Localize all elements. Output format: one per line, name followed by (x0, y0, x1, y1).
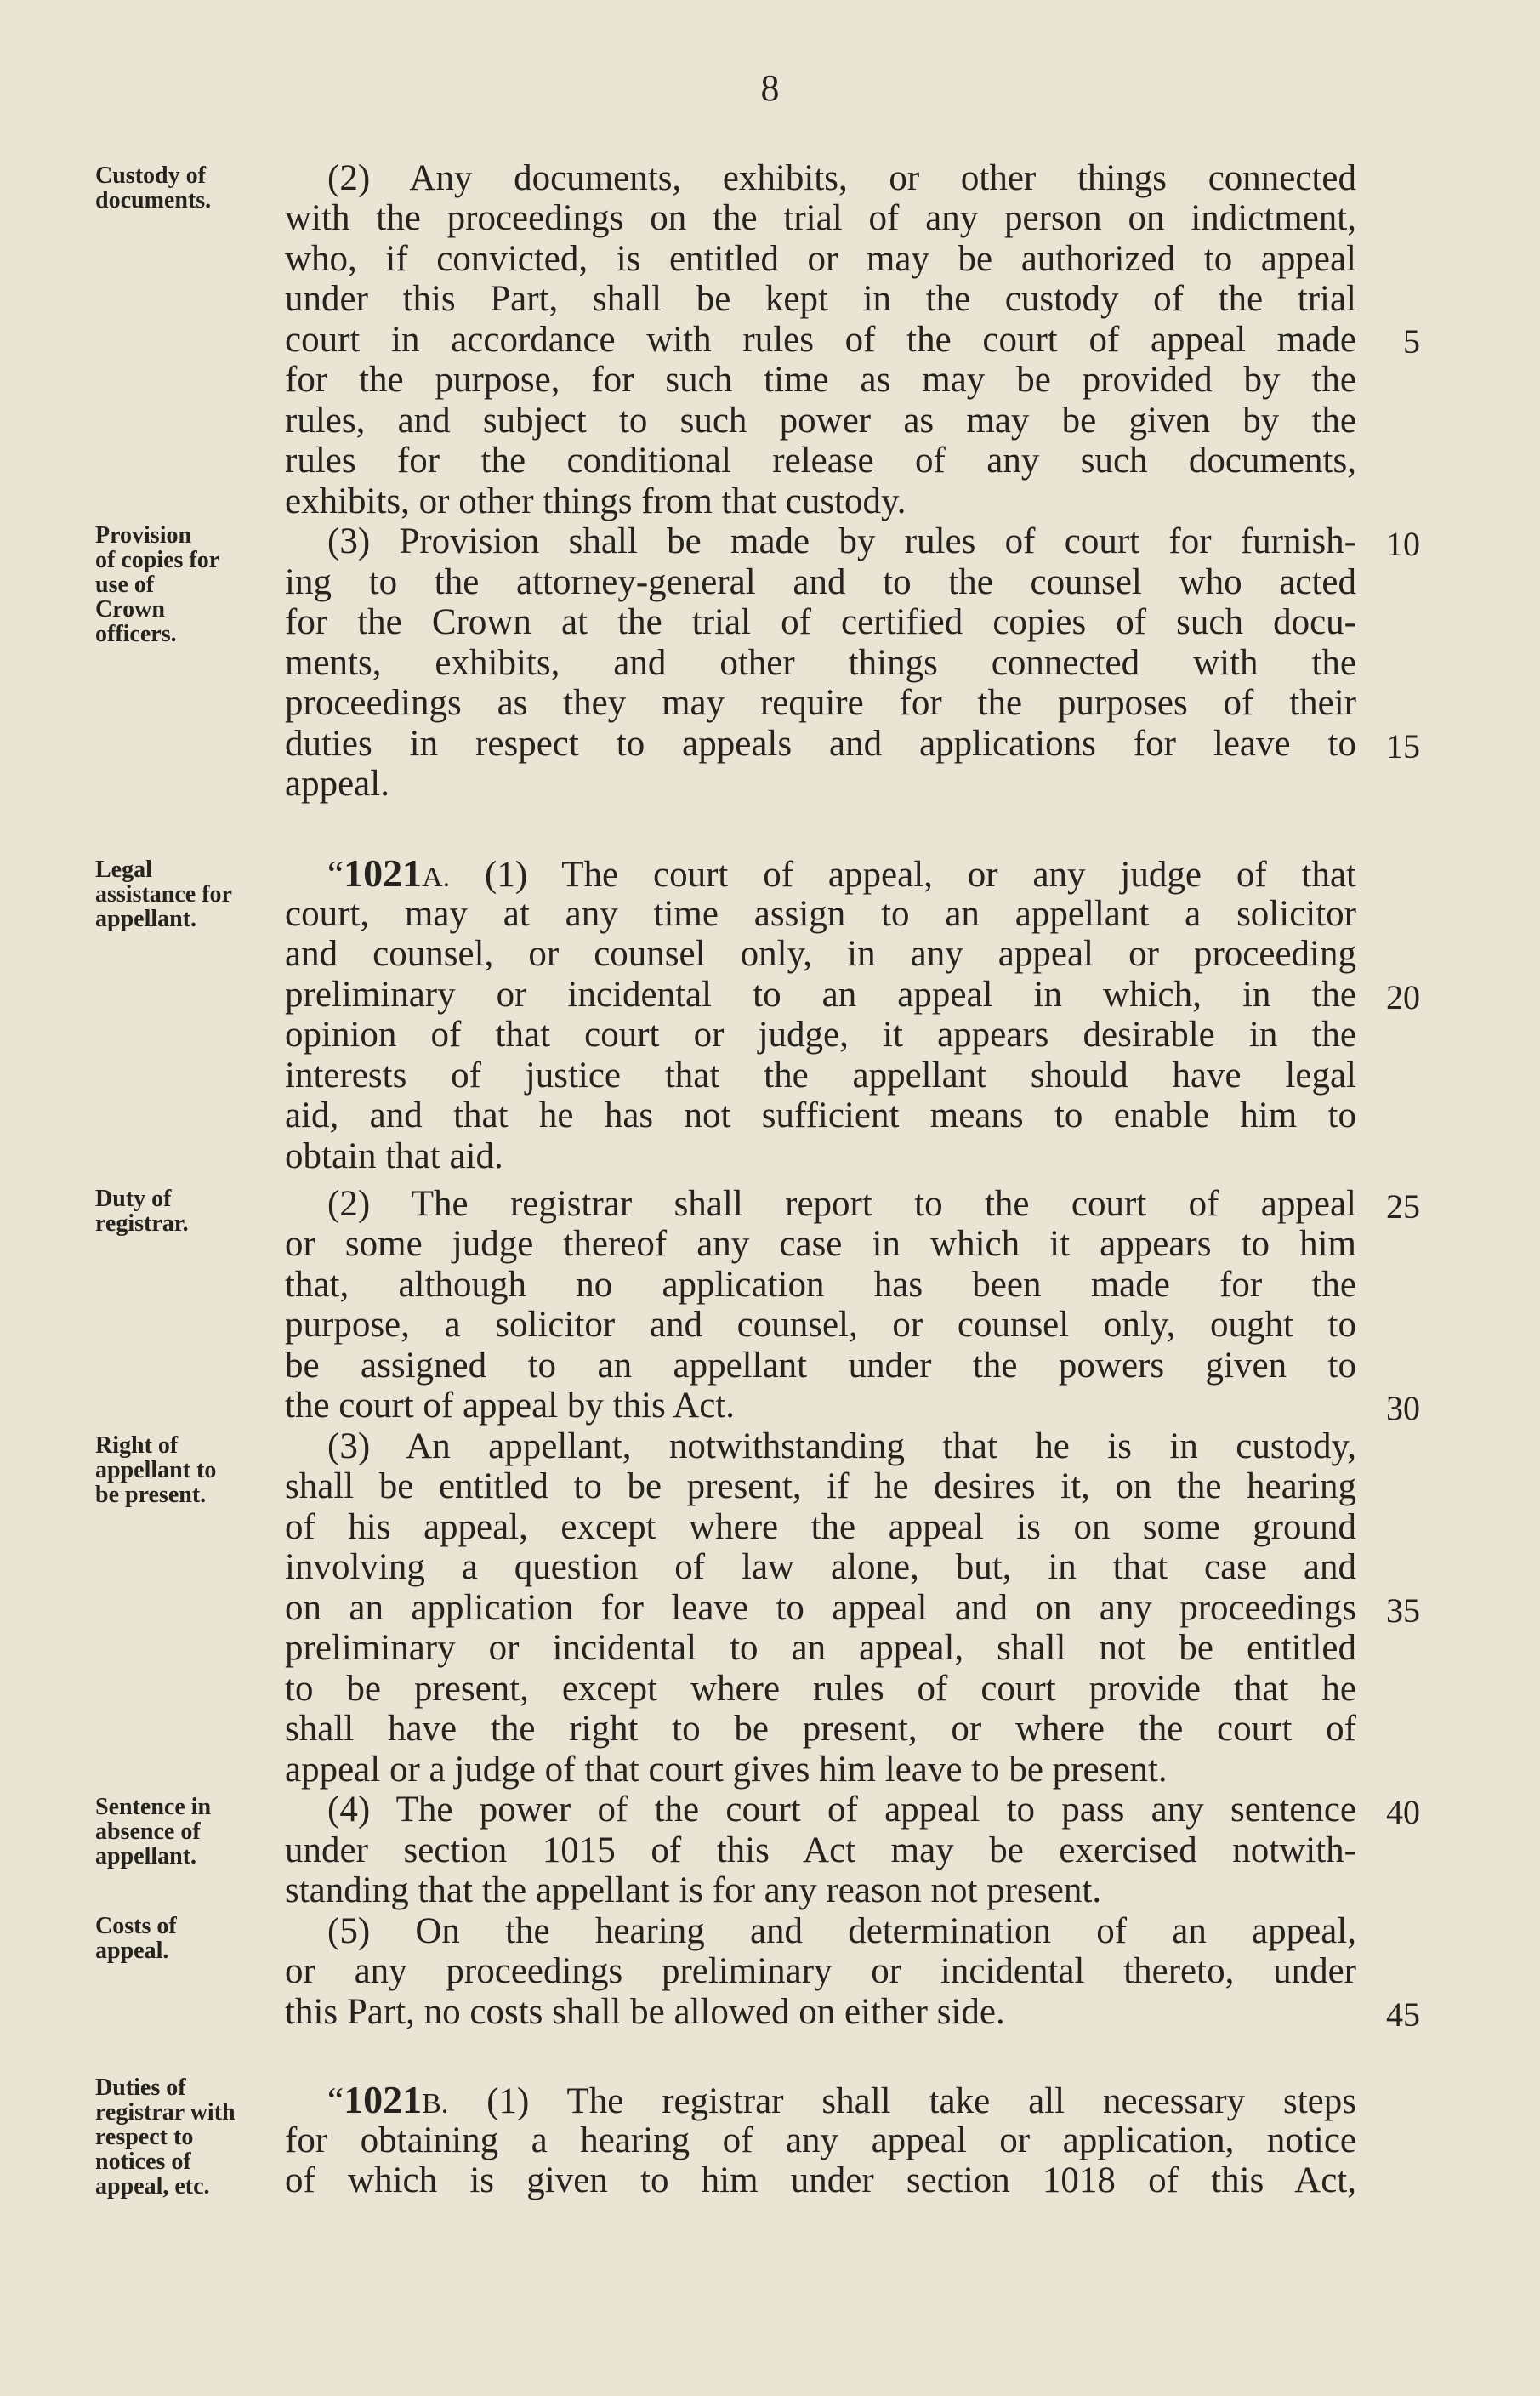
text-line: (3) An appellant, notwithstanding that he is in custody, (327, 1426, 1356, 1466)
text-line: court, may at any time assign to an appellant a solicitor (285, 894, 1356, 934)
text-line: obtain that aid. (285, 1136, 503, 1176)
text-line: opinion of that court or judge, it appears desirable in the (285, 1015, 1356, 1055)
text-line: of his appeal, except where the appeal is on some ground (285, 1507, 1356, 1547)
text-line: proceedings as they may require for the purposes of their (285, 683, 1356, 723)
text-line: shall have the right to be present, or where the court of (285, 1709, 1356, 1749)
line-number: 15 (1386, 727, 1420, 765)
text-line: purpose, a solicitor and counsel, or counsel only, ought to (285, 1305, 1356, 1345)
text-line: shall be entitled to be present, if he desires it, on the hearing (285, 1466, 1356, 1506)
text-line: under this Part, shall be kept in the custody of the trial (285, 279, 1356, 319)
text-line: (5) On the hearing and determination of an appeal, (327, 1911, 1356, 1951)
text-line: the court of appeal by this Act. (285, 1386, 735, 1426)
margin-note-costs-of-appeal: Costs of appeal. (95, 1913, 177, 1964)
section-head: “1021B. (327, 2078, 449, 2121)
margin-note-sentence-in-absence: Sentence in absence of appellant. (95, 1794, 212, 1870)
text-line: (2) Any documents, exhibits, or other things connected (327, 158, 1356, 198)
line-number: 20 (1386, 978, 1420, 1016)
text-line: who, if convicted, is entitled or may be authorized to appeal (285, 239, 1356, 279)
line-number: 30 (1386, 1389, 1420, 1427)
text-line: to be present, except where rules of court provide that he (285, 1669, 1356, 1709)
text-line: appeal. (285, 764, 389, 804)
text-line: rules for the conditional release of any such documents, (285, 441, 1356, 481)
text-line: preliminary or incidental to an appeal in which, in the (285, 975, 1356, 1015)
text-line: duties in respect to appeals and applications for leave to (285, 724, 1356, 764)
text-line: with the proceedings on the trial of any person on indictment, (285, 198, 1356, 238)
margin-note-duty-of-registrar: Duty of registrar. (95, 1186, 189, 1237)
margin-note-legal-assistance: Legal assistance for appellant. (95, 857, 232, 932)
text-line: for the Crown at the trial of certified copies of such docu- (285, 602, 1356, 642)
text-line: court in accordance with rules of the court of appeal made (285, 320, 1356, 360)
text-line: for obtaining a hearing of any appeal or application, notice (285, 2120, 1356, 2160)
section-1021a-first-line: “1021A. (1) The court of appeal, or any judge of that (327, 851, 1357, 895)
section-head: “1021A. (327, 851, 451, 895)
text-line: appeal or a judge of that court gives him leave to be present. (285, 1750, 1168, 1790)
text-line: standing that the appellant is for any reason not present. (285, 1870, 1102, 1910)
margin-note-right-to-be-present: Right of appellant to be present. (95, 1432, 217, 1508)
text-line: that, although no application has been made for the (285, 1265, 1356, 1305)
line-number: 25 (1386, 1187, 1420, 1226)
text-line: (2) The registrar shall report to the court of appeal (327, 1184, 1356, 1224)
text-line: this Part, no costs shall be allowed on either side. (285, 1992, 1005, 2032)
text-line: preliminary or incidental to an appeal, shall not be entitled (285, 1628, 1356, 1668)
text-line: and counsel, or counsel only, in any appeal or proceeding (285, 934, 1356, 974)
margin-note-provision: Provision of copies for use of Crown officers. (95, 522, 220, 647)
line-number: 10 (1386, 525, 1420, 563)
text-line: or some judge thereof any case in which it appears to him (285, 1224, 1356, 1264)
text-line: under section 1015 of this Act may be exercised notwith- (285, 1830, 1356, 1870)
text-line: ing to the attorney-general and to the counsel who acted (285, 562, 1356, 602)
text-line: interests of justice that the appellant should have legal (285, 1056, 1356, 1096)
line-number: 40 (1386, 1793, 1420, 1831)
margin-note-custody: Custody of documents. (95, 162, 212, 213)
text-line: (3) Provision shall be made by rules of court for furnish- (327, 521, 1356, 561)
line-number: 5 (1403, 322, 1420, 361)
text-line: for the purpose, for such time as may be provided by the (285, 360, 1356, 400)
text-line: be assigned to an appellant under the powers given to (285, 1346, 1356, 1386)
text-line: exhibits, or other things from that custody. (285, 481, 906, 521)
text-line: or any proceedings preliminary or incidental thereto, under (285, 1951, 1356, 1991)
text-line: aid, and that he has not sufficient means to enable him to (285, 1096, 1356, 1135)
text-line: of which is given to him under section 1018 of this Act, (285, 2160, 1356, 2200)
page-number: 8 (760, 67, 780, 109)
line-number: 35 (1386, 1591, 1420, 1630)
section-1021b-first-line: “1021B. (1) The registrar shall take all necessary steps (327, 2078, 1356, 2121)
text-line: rules, and subject to such power as may be given by the (285, 401, 1356, 441)
text-line: (4) The power of the court of appeal to pass any sentence (327, 1790, 1356, 1830)
margin-note-duties-of-registrar: Duties of registrar with respect to notices of appeal, etc. (95, 2074, 236, 2200)
text-line: ments, exhibits, and other things connected with the (285, 643, 1356, 683)
text-line: on an application for leave to appeal and on any proceedings (285, 1588, 1356, 1628)
text-line: involving a question of law alone, but, in that case and (285, 1547, 1356, 1587)
line-number: 45 (1386, 1995, 1420, 2034)
